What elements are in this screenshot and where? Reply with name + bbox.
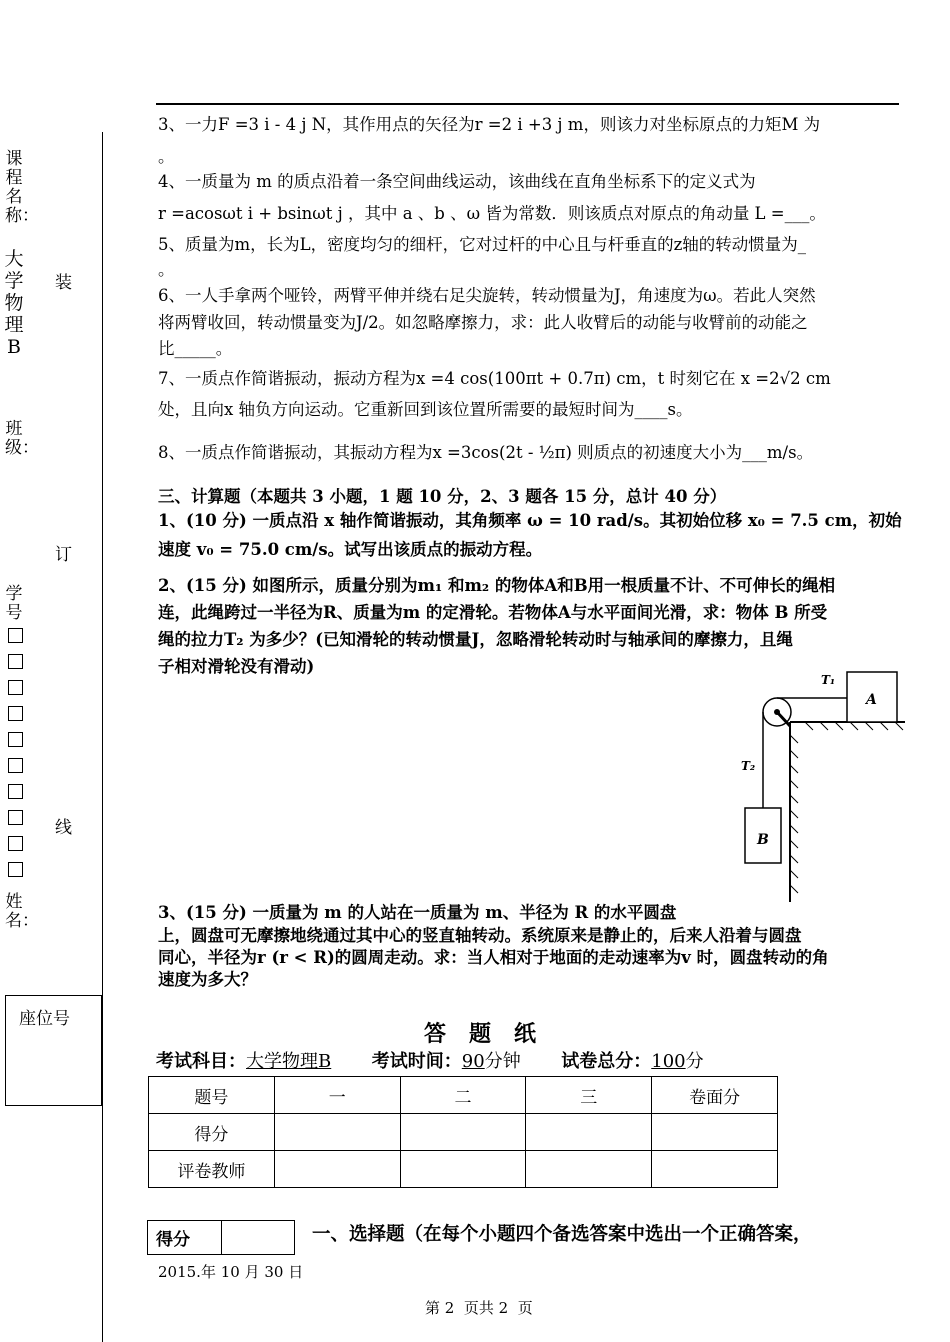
- score-row: [149, 1114, 778, 1151]
- binding-line: [102, 132, 103, 1342]
- row-label: 评卷教师: [149, 1151, 275, 1188]
- header-cell: 二: [400, 1077, 526, 1114]
- grader-cell[interactable]: [400, 1151, 526, 1188]
- question-7-line1: 7、一质点作简谐振动，振动方程为x =4 cos(100πt + 0.7π) cm，t 时刻它在 x =2√2 cm: [158, 369, 831, 388]
- row-label: 得分: [149, 1114, 275, 1151]
- id-digit-box: [8, 732, 23, 747]
- course-label: 课程名称：: [5, 149, 39, 226]
- question-8-line1: 8、一质点作简谐振动，其振动方程为x =3cos(2t - ½π) 则质点的初速度大小为___m/s。: [158, 443, 814, 462]
- question-4-line2: r =acosωt i + bsinωt j ，其中 a 、b 、ω 皆为常数．则该质点对原点的角动量 L =___。: [158, 204, 826, 223]
- tension-t1-label: T₁: [821, 673, 836, 687]
- score-cell[interactable]: [274, 1114, 400, 1151]
- question-6-line3: 比_____。: [158, 339, 233, 358]
- calc-2-line1: 2、(15 分) 如图所示，质量分别为m₁ 和m₂ 的物体A和B用一根质量不计、不可伸长的绳相: [158, 576, 836, 595]
- score-cell[interactable]: [526, 1114, 652, 1151]
- tension-t2-label: T₂: [741, 759, 756, 773]
- top-rule: [156, 103, 899, 105]
- subject-label: 考试科目：: [156, 1051, 246, 1072]
- calc-1-line1: 1、(10 分) 一质点沿 x 轴作简谐振动，其角频率 ω = 10 rad/s。其初始位移 x₀ = 7.5 cm，初始: [158, 511, 902, 530]
- section-1-title: 一、选择题（在每个小题四个备选答案中选出一个正确答案，: [312, 1224, 812, 1245]
- question-5-line2: 。: [158, 260, 175, 279]
- seat-number-box: [5, 995, 102, 1106]
- section-1-score-label: 得分: [148, 1221, 222, 1255]
- calc-3-line1: 3、(15 分) 一质量为 m 的人站在一质量为 m、半径为 R 的水平圆盘: [158, 903, 677, 922]
- grader-cell[interactable]: [274, 1151, 400, 1188]
- seat-number-label: 座位号: [19, 1009, 70, 1029]
- student-id-boxes: [8, 628, 25, 877]
- question-6-line2: 将两臂收回，转动惯量变为J/2。如忽略摩擦力，求：此人收臂后的动能与收臂前的动能之: [158, 313, 808, 332]
- id-digit-box: [8, 810, 23, 825]
- time-label: 考试时间：: [371, 1051, 462, 1072]
- question-3-line1: 3、一力F =3 i - 4 j N，其作用点的矢径为r =2 i +3 j m，则该力对坐标原点的力矩M 为: [158, 115, 821, 134]
- total-label: 试卷总分：: [561, 1051, 652, 1072]
- table-hatching: [805, 722, 903, 730]
- exam-date: 2015.年 10 月 30 日: [158, 1263, 304, 1281]
- score-cell[interactable]: [400, 1114, 526, 1151]
- calc-2-line2: 连，此绳跨过一半径为R、质量为m 的定滑轮。若物体A与水平面间光滑，求：物体 B 所受: [158, 603, 828, 622]
- grader-row: [149, 1151, 778, 1188]
- student-id-label: 学号: [5, 584, 23, 623]
- id-digit-box: [8, 758, 23, 773]
- course-value: 大学物理B: [4, 248, 24, 358]
- question-3-line2: 。: [158, 147, 175, 166]
- binding-mark-ding: 订: [55, 545, 72, 565]
- section-1-score-box: [147, 1220, 295, 1255]
- total-value: 100: [651, 1051, 686, 1072]
- header-cell: 一: [274, 1077, 400, 1114]
- id-digit-box: [8, 784, 23, 799]
- calc-1-line2: 速度 v₀ = 75.0 cm/s。试写出该质点的振动方程。: [158, 540, 543, 559]
- calc-3-line4: 速度为多大？: [158, 970, 257, 989]
- question-6-line1: 6、一人手拿两个哑铃，两臂平伸并绕右足尖旋转，转动惯量为J，角速度为ω。若此人突然: [158, 286, 816, 305]
- wall-hatching: [790, 735, 798, 893]
- header-cell: 题号: [149, 1077, 275, 1114]
- header-cell: 卷面分: [652, 1077, 778, 1114]
- score-cell[interactable]: [652, 1114, 778, 1151]
- grader-cell[interactable]: [652, 1151, 778, 1188]
- block-b-label: B: [757, 832, 769, 848]
- total-unit: 分: [685, 1051, 704, 1072]
- question-7-line2: 处，且向x 轴负方向运动。它重新回到该位置所需要的最短时间为____s。: [158, 400, 693, 419]
- binding-mark-zhuang: 装: [55, 273, 72, 293]
- id-digit-box: [8, 628, 23, 643]
- grader-cell[interactable]: [526, 1151, 652, 1188]
- score-table: [148, 1076, 778, 1188]
- calc-2-line4: 子相对滑轮没有滑动): [158, 657, 315, 676]
- calc-3-line2: 上，圆盘可无摩擦地绕通过其中心的竖直轴转动。系统原来是静止的，后来人沿着与圆盘: [158, 926, 802, 945]
- time-value: 90: [461, 1051, 485, 1072]
- section-3-title: 三、计算题（本题共 3 小题，1 题 10 分，2、3 题各 15 分，总计 40 分）: [158, 487, 727, 506]
- id-digit-box: [8, 680, 23, 695]
- binding-mark-xian: 线: [55, 818, 72, 838]
- calc-3-line3: 同心，半径为r (r < R)的圆周走动。求：当人相对于地面的走动速率为v 时，圆盘转动的角: [158, 948, 829, 967]
- id-digit-box: [8, 836, 23, 851]
- page-number: 第 2 页共 2 页: [425, 1299, 533, 1317]
- id-digit-box: [8, 862, 23, 877]
- id-digit-box: [8, 654, 23, 669]
- time-unit: 分钟: [484, 1051, 521, 1072]
- subject-value: 大学物理B: [246, 1051, 332, 1072]
- question-5-line1: 5、质量为m，长为L，密度均匀的细杆，它对过杆的中心且与杆垂直的z轴的转动惯量为_: [158, 235, 807, 254]
- calc-2-line3: 绳的拉力T₂ 为多少？(已知滑轮的转动惯量J，忽略滑轮转动时与轴承间的摩擦力，且绳: [158, 630, 793, 649]
- name-label: 姓名：: [5, 892, 39, 931]
- section-1-score-cell[interactable]: [222, 1221, 295, 1255]
- score-table-header-row: [149, 1077, 778, 1114]
- id-digit-box: [8, 706, 23, 721]
- class-label: 班级：: [5, 419, 39, 458]
- answer-sheet-title: 答 题 纸: [424, 1021, 536, 1047]
- exam-info-row: [156, 1047, 704, 1073]
- header-cell: 三: [526, 1077, 652, 1114]
- question-4-line1: 4、一质量为 m 的质点沿着一条空间曲线运动，该曲线在直角坐标系下的定义式为: [158, 172, 756, 191]
- block-a-label: A: [866, 692, 877, 708]
- pulley-figure: [735, 660, 915, 910]
